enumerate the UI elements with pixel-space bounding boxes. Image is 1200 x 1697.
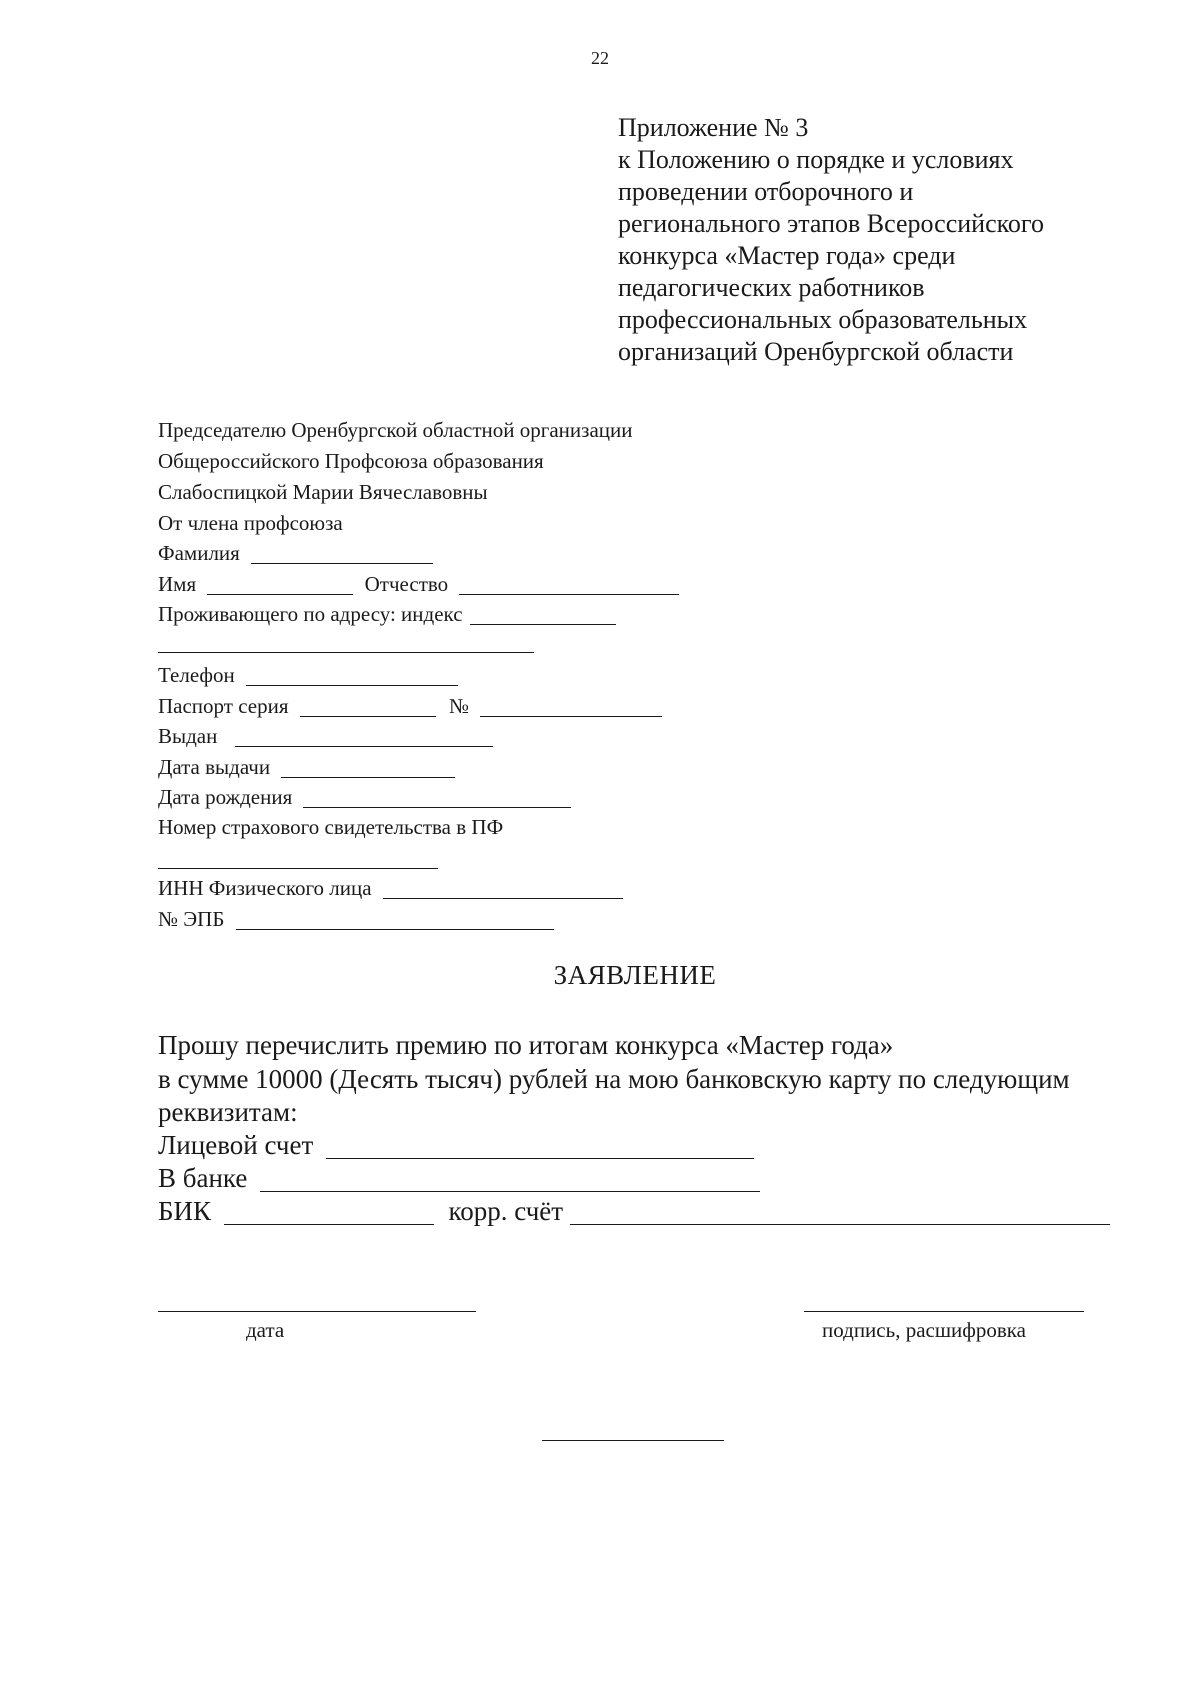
- birth-date-row: [158, 785, 571, 810]
- inn-field[interactable]: [383, 878, 623, 899]
- surname-field[interactable]: [251, 543, 433, 564]
- address-row: [158, 602, 616, 627]
- addressee-line-3: Слабоспицкой Марии Вячеславовны: [158, 480, 488, 504]
- address-label: Проживающего по адресу: индекс: [158, 602, 463, 626]
- patronymic-label: Отчество: [364, 572, 449, 596]
- epb-row: [158, 907, 554, 932]
- statement-title: ЗАЯВЛЕНИЕ: [553, 960, 717, 990]
- issue-date-label: Дата выдачи: [158, 755, 271, 779]
- issued-by-label: Выдан: [158, 724, 218, 748]
- passport-series-label: Паспорт серия: [158, 694, 289, 718]
- statement-text-line-3: реквизитам:: [158, 1097, 298, 1127]
- addressee-line-2: Общероссийского Профсоюза образования: [158, 449, 544, 473]
- date-caption: дата: [246, 1318, 285, 1342]
- bank-row: [158, 1163, 760, 1194]
- end-divider: [542, 1440, 724, 1441]
- name-field[interactable]: [207, 574, 353, 595]
- appendix-line: проведении отборочного и: [618, 177, 914, 206]
- account-label: Лицевой счет: [158, 1130, 314, 1160]
- issue-date-row: [158, 755, 455, 780]
- inn-row: [158, 876, 623, 901]
- epb-label: № ЭПБ: [158, 907, 225, 931]
- addressee-line-1: Председателю Оренбургской областной организации: [158, 418, 633, 442]
- phone-field[interactable]: [246, 665, 458, 686]
- name-label: Имя: [158, 572, 197, 596]
- passport-series-field[interactable]: [300, 696, 436, 717]
- snils-field[interactable]: [158, 868, 438, 869]
- corr-account-label: корр. счёт: [448, 1196, 564, 1226]
- bik-label: БИК: [158, 1196, 212, 1226]
- patronymic-field[interactable]: [459, 574, 679, 595]
- issued-by-row: [158, 724, 493, 749]
- birth-date-label: Дата рождения: [158, 785, 293, 809]
- account-field[interactable]: [326, 1132, 754, 1159]
- surname-label: Фамилия: [158, 541, 240, 565]
- phone-label: Телефон: [158, 663, 235, 687]
- appendix-line: организаций Оренбургской области: [618, 337, 1014, 366]
- page-number: 22: [591, 48, 609, 68]
- appendix-line: Приложение № 3: [618, 113, 809, 142]
- bik-row: [158, 1196, 1110, 1227]
- bank-field[interactable]: [260, 1165, 760, 1192]
- appendix-line: педагогических работников: [618, 273, 925, 302]
- appendix-line: регионального этапов Всероссийского: [618, 209, 1044, 238]
- bank-label: В банке: [158, 1163, 248, 1193]
- snils-label: Номер страхового свидетельства в ПФ: [158, 815, 504, 839]
- issue-date-field[interactable]: [281, 757, 455, 778]
- address-field[interactable]: [158, 652, 534, 653]
- signature-caption: подпись, расшифровка: [822, 1318, 1026, 1342]
- phone-row: [158, 663, 458, 688]
- epb-field[interactable]: [236, 909, 554, 930]
- date-signature-line[interactable]: [158, 1311, 476, 1312]
- bik-field[interactable]: [224, 1198, 434, 1225]
- appendix-line: конкурса «Мастер года» среди: [618, 241, 956, 270]
- surname-row: [158, 541, 433, 566]
- addressee-line-4: От члена профсоюза: [158, 511, 343, 535]
- statement-text-line-1: Прошу перечислить премию по итогам конкурса «Мастер года»: [158, 1030, 894, 1060]
- birth-date-field[interactable]: [303, 787, 571, 808]
- name-row: [158, 572, 679, 597]
- inn-label: ИНН Физического лица: [158, 876, 372, 900]
- appendix-line: к Положению о порядке и условиях: [618, 145, 1014, 174]
- passport-number-field[interactable]: [480, 696, 662, 717]
- account-row: [158, 1130, 754, 1161]
- appendix-header: [618, 112, 1044, 368]
- statement-text-line-2: в сумме 10000 (Десять тысяч) рублей на мою банковскую карту по следующим: [158, 1064, 1070, 1094]
- postal-index-field[interactable]: [470, 604, 616, 625]
- passport-row: [158, 694, 662, 719]
- issued-by-field[interactable]: [235, 726, 493, 747]
- appendix-line: профессиональных образовательных: [618, 305, 1028, 334]
- snils-row: [158, 815, 503, 840]
- corr-account-field[interactable]: [570, 1198, 1110, 1225]
- passport-number-label: №: [449, 694, 470, 718]
- signature-line[interactable]: [804, 1311, 1084, 1312]
